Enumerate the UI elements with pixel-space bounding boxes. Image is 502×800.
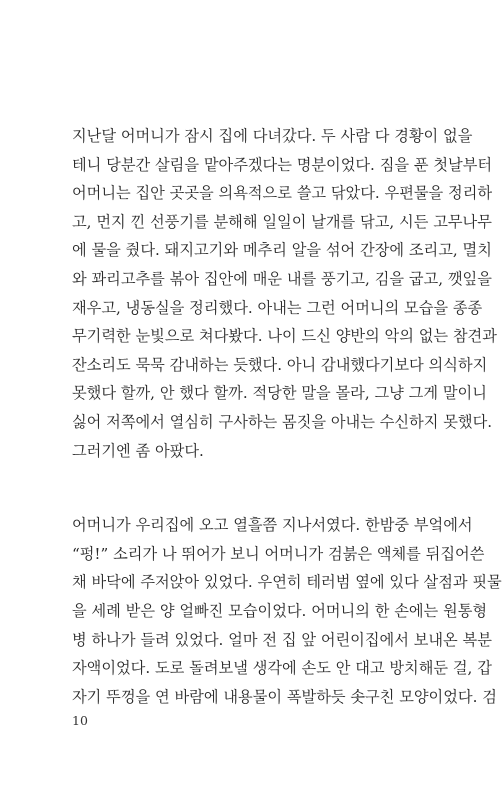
text-line: “펑!” 소리가 나 뛰어가 보니 어머니가 검붉은 액체를 뒤집어쓴 bbox=[72, 544, 485, 563]
text-line: 잔소리도 묵묵 감내하는 듯했다. 아니 감내했다기보다 의식하지 bbox=[72, 355, 488, 374]
paragraph bbox=[72, 122, 497, 465]
page-number: 10 bbox=[72, 713, 88, 728]
text-line: 자기 뚜껑을 연 바람에 내용물이 폭발하듯 솟구친 모양이었다. 검 bbox=[72, 687, 497, 706]
text-line: 지난달 어머니가 잠시 집에 다녀갔다. 두 사람 다 경황이 없을 bbox=[72, 127, 473, 145]
text-line: 자액이었다. 도로 돌려보낼 생각에 손도 안 대고 방치해둔 걸, 갑 bbox=[72, 659, 492, 678]
text-line: 고, 먼지 낀 선풍기를 분해해 일일이 날개를 닦고, 시든 고무나무 bbox=[72, 212, 492, 231]
text-line: 을 세례 받은 양 얼빠진 모습이었다. 어머니의 한 손에는 원통형 bbox=[72, 601, 488, 620]
text-line: 어머니가 우리집에 오고 열흘쯤 지나서였다. 한밤중 부엌에서 bbox=[72, 516, 473, 535]
text-line: 테니 당분간 살림을 맡아주겠다는 명분이었다. 짐을 푼 첫날부터 bbox=[72, 155, 493, 174]
text-line: 재우고, 냉동실을 정리했다. 아내는 그런 어머니의 모습을 종종 bbox=[72, 298, 483, 317]
paragraph-gap bbox=[72, 465, 452, 511]
text-line: 무기력한 눈빛으로 쳐다봤다. 나이 드신 양반의 악의 없는 참견과 bbox=[72, 327, 497, 346]
paragraph bbox=[72, 511, 502, 711]
body-text bbox=[72, 122, 502, 711]
text-line: 채 바닥에 주저앉아 있었다. 우연히 테러범 옆에 있다 살점과 핏물 bbox=[72, 573, 502, 592]
text-line: 병 하나가 들려 있었다. 얼마 전 집 앞 어린이집에서 보내온 복분 bbox=[72, 630, 492, 649]
text-line: 어머니는 집안 곳곳을 의욕적으로 쓸고 닦았다. 우편물을 정리하 bbox=[72, 184, 493, 203]
text-line: 그러기엔 좀 아팠다. bbox=[72, 441, 204, 460]
text-line: 못했다 할까, 안 했다 할까. 적당한 말을 몰라, 그냥 그게 말이니 bbox=[72, 384, 487, 403]
text-line: 와 꽈리고추를 볶아 집안에 매운 내를 풍기고, 김을 굽고, 깻잎을 bbox=[72, 269, 492, 288]
text-line: 에 물을 줬다. 돼지고기와 메추리 알을 섞어 간장에 조리고, 멸치 bbox=[72, 241, 492, 260]
text-line: 싫어 저쪽에서 열심히 구사하는 몸짓을 아내는 수신하지 못했다. bbox=[72, 412, 493, 431]
